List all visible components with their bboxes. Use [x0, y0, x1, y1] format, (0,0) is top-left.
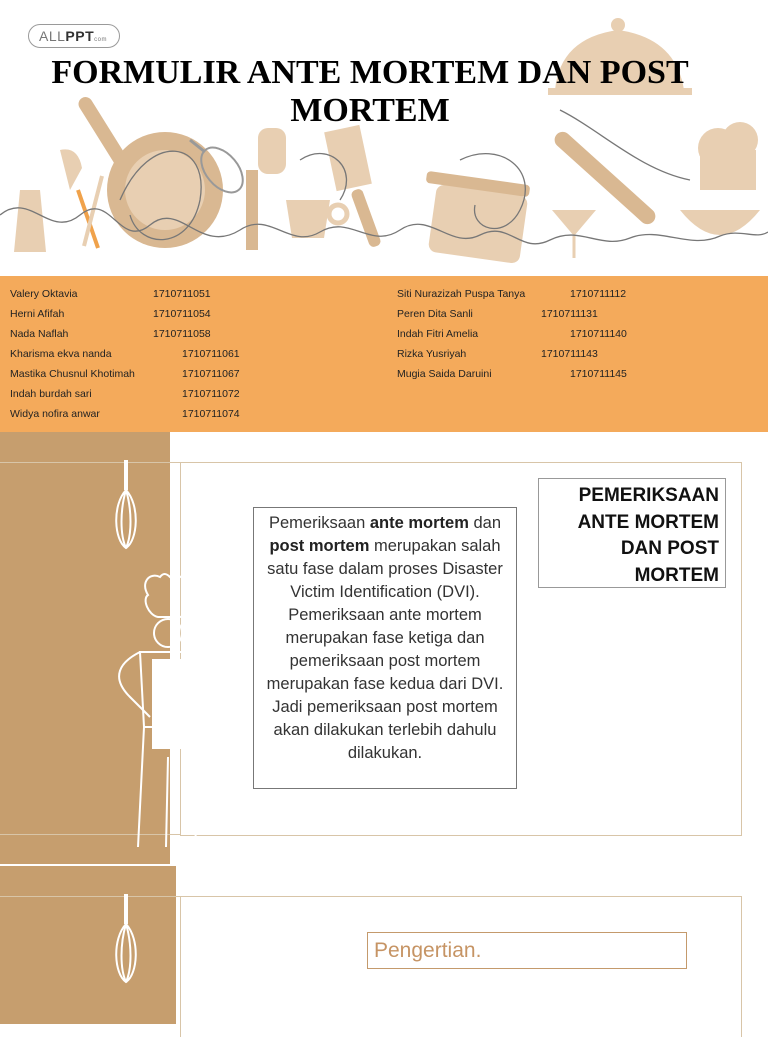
member-nim: 1710711067 — [182, 368, 240, 380]
allppt-logo: ALLPPTcom — [28, 24, 120, 48]
member-name: Rizka Yusriyah — [397, 348, 467, 360]
chef-illustration — [100, 567, 260, 857]
pengertian-slide — [0, 864, 768, 1024]
member-name: Mugia Saida Daruini — [397, 368, 492, 380]
member-nim: 1710711061 — [182, 348, 240, 360]
member-nim: 1710711112 — [570, 288, 627, 300]
slide-title: PEMERIKSAAN ANTE MORTEM DAN POST MORTEM — [538, 478, 726, 588]
member-nim: 1710711145 — [570, 368, 627, 380]
member-name: Kharisma ekva nanda — [10, 348, 112, 360]
side-band — [0, 866, 176, 1024]
member-nim: 1710711131 — [541, 308, 598, 320]
title-slide — [0, 0, 768, 276]
member-nim: 1710711140 — [570, 328, 627, 340]
member-name: Mastika Chusnul Khotimah — [10, 368, 135, 380]
whisk-icon — [110, 460, 142, 552]
member-name: Siti Nurazizah Puspa Tanya — [397, 288, 526, 300]
chef-hat-icon — [698, 122, 758, 190]
member-name: Indah burdah sari — [10, 388, 92, 400]
section-heading: Pengertian. — [367, 932, 687, 969]
member-name: Nada Naflah — [10, 328, 69, 340]
content-slide — [0, 432, 768, 864]
definition-text-box: Pemeriksaan ante mortem dan post mortem merupakan salah satu fase dalam proses Disaster Victim Identification (DVI). Pemeriksaan ante mortem merupakan fase ketiga dan pemeriksaan post mortem merupakan fase kedua dari DVI. Jadi pemeriksaan post mortem akan dilakukan terlebih dahulu dilakukan. — [253, 507, 517, 789]
member-list-band — [0, 276, 768, 432]
member-nim: 1710711058 — [153, 328, 211, 340]
member-nim: 1710711143 — [541, 348, 598, 360]
member-name: Widya nofira anwar — [10, 408, 100, 420]
member-name: Peren Dita Sanli — [397, 308, 473, 320]
member-name: Herni Afifah — [10, 308, 65, 320]
page-title: FORMULIR ANTE MORTEM DAN POST MORTEM — [51, 54, 689, 129]
spatula-icon — [246, 128, 286, 250]
member-nim: 1710711072 — [182, 388, 240, 400]
fork-knife-icon — [78, 176, 102, 248]
flask-icon — [14, 149, 82, 252]
wine-glass-icon — [552, 210, 596, 258]
cup-icon — [286, 200, 347, 238]
member-nim: 1710711074 — [182, 408, 240, 420]
member-name: Indah Fitri Amelia — [397, 328, 479, 340]
member-name: Valery Oktavia — [10, 288, 78, 300]
whisk-icon — [110, 894, 142, 986]
member-nim: 1710711054 — [153, 308, 211, 320]
member-nim: 1710711051 — [153, 288, 211, 300]
bowl-icon — [680, 210, 760, 235]
